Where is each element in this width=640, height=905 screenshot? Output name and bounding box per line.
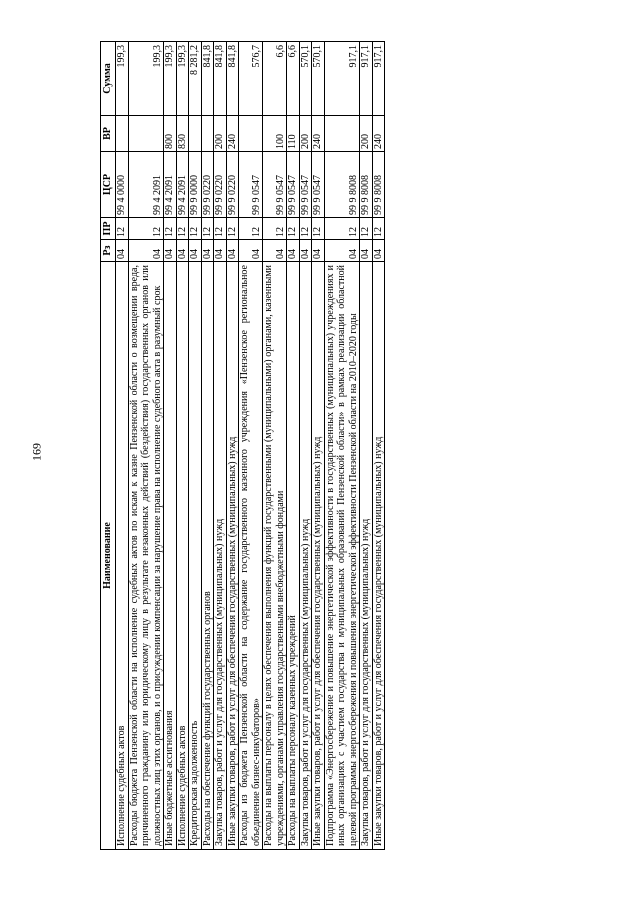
table-row [372,42,385,850]
row-pr-cell: 12 [189,218,202,240]
row-pr-cell: 12 [263,218,287,240]
row-csr-cell: 99 9 0547 [239,152,263,218]
row-csr-cell: 99 9 8008 [360,152,373,218]
row-name-cell: Иные бюджетные ассигнования [164,262,177,850]
row-rz-cell: 04 [201,240,214,262]
row-rz-cell: 04 [324,240,360,262]
row-sum-cell: 841,8 [201,42,214,116]
row-sum-cell: 576,7 [239,42,263,116]
row-csr-cell: 99 9 0000 [189,152,202,218]
row-rz-cell: 04 [239,240,263,262]
table-row [226,42,239,850]
table-row [263,42,287,850]
row-name-cell: Иные закупки товаров, работ и услуг для обеспечения государственных (муниципальных) нужд [372,262,385,850]
row-csr-cell: 99 9 0220 [226,152,239,218]
row-vr-cell: 240 [372,116,385,152]
table-row [128,42,164,850]
row-sum-cell: 199,3 [128,42,164,116]
row-vr-cell: 800 [164,116,177,152]
row-vr-cell: 200 [299,116,312,152]
row-sum-cell: 570,1 [312,42,325,116]
row-name-cell: Иные закупки товаров, работ и услуг для обеспечения государственных (муниципальных) нужд [226,262,239,850]
row-csr-cell: 99 4 0000 [116,152,129,218]
row-vr-cell: 110 [287,116,300,152]
row-rz-cell: 04 [360,240,373,262]
row-pr-cell: 12 [164,218,177,240]
row-vr-cell [201,116,214,152]
row-pr-cell: 12 [299,218,312,240]
table-row [312,42,325,850]
row-vr-cell: 200 [360,116,373,152]
table-body [116,42,385,850]
table-header-row [101,42,116,850]
row-rz-cell: 04 [164,240,177,262]
table-row [116,42,129,850]
row-vr-cell [189,116,202,152]
row-name-cell: Кредиторская задолженность [189,262,202,850]
table-row [299,42,312,850]
row-csr-cell: 99 9 0220 [201,152,214,218]
row-rz-cell: 04 [263,240,287,262]
row-pr-cell: 12 [324,218,360,240]
row-pr-cell: 12 [128,218,164,240]
row-rz-cell: 04 [116,240,129,262]
row-pr-cell: 12 [239,218,263,240]
table-row [164,42,177,850]
row-sum-cell: 6,6 [287,42,300,116]
row-vr-cell [239,116,263,152]
row-name-cell: Исполнение судебных актов [176,262,189,850]
row-rz-cell: 04 [189,240,202,262]
table-row [214,42,227,850]
table-row [189,42,202,850]
header-vr: ВР [101,116,116,152]
row-csr-cell: 99 4 2091 [176,152,189,218]
table-row [239,42,263,850]
row-csr-cell: 99 9 0547 [312,152,325,218]
row-name-cell: Подпрограмма «Энергосбережение и повышение энергетической эффективности в государственных (муниципальных) учреждениях и иных организациях с участием государства и муниципальных образований Пензенской области» в рамках реализации областной целевой программы энергосбережения и повышения энергетической эффективности Пензенской области на 2010–2020 годы [324,262,360,850]
row-name-cell: Расходы из бюджета Пензенской области на содержание государственного казенного учреждения «Пензенское региональное объединение бизнес-инкубаторов» [239,262,263,850]
row-vr-cell [128,116,164,152]
row-csr-cell: 99 9 8008 [372,152,385,218]
row-vr-cell [116,116,129,152]
row-sum-cell: 6,6 [263,42,287,116]
row-sum-cell: 199,3 [164,42,177,116]
row-pr-cell: 12 [176,218,189,240]
row-sum-cell: 841,8 [214,42,227,116]
row-name-cell: Закупка товаров, работ и услуг для государственных (муниципальных) нужд [299,262,312,850]
row-vr-cell: 100 [263,116,287,152]
header-csr: ЦСР [101,152,116,218]
row-csr-cell: 99 9 0547 [287,152,300,218]
row-sum-cell: 8 281,2 [189,42,202,116]
row-rz-cell: 04 [226,240,239,262]
table-row [360,42,373,850]
row-name-cell: Расходы на выплаты персоналу в целях обеспечения выполнения функций государственными (муниципальными) органами, казенными учреждениями, органами управления государственными внебюджетными фондами [263,262,287,850]
row-rz-cell: 04 [128,240,164,262]
row-sum-cell: 841,8 [226,42,239,116]
row-csr-cell: 99 9 8008 [324,152,360,218]
row-pr-cell: 12 [201,218,214,240]
row-csr-cell: 99 4 2091 [164,152,177,218]
row-rz-cell: 04 [312,240,325,262]
row-vr-cell: 240 [226,116,239,152]
row-pr-cell: 12 [214,218,227,240]
row-name-cell: Расходы на выплаты персоналу казенных учреждений [287,262,300,850]
row-name-cell: Иные закупки товаров, работ и услуг для обеспечения государственных (муниципальных) нужд [312,262,325,850]
budget-table-container [100,42,540,850]
row-csr-cell: 99 9 0547 [263,152,287,218]
row-rz-cell: 04 [299,240,312,262]
row-pr-cell: 12 [360,218,373,240]
row-rz-cell: 04 [372,240,385,262]
row-vr-cell: 240 [312,116,325,152]
row-pr-cell: 12 [116,218,129,240]
row-sum-cell: 570,1 [299,42,312,116]
header-rz: Рз [101,240,116,262]
row-pr-cell: 12 [287,218,300,240]
page-number: 169 [29,443,44,461]
table-row [324,42,360,850]
row-name-cell: Закупка товаров, работ и услуг для государственных (муниципальных) нужд [214,262,227,850]
row-pr-cell: 12 [372,218,385,240]
table-row [201,42,214,850]
budget-table [100,41,385,850]
header-pr: ПР [101,218,116,240]
row-rz-cell: 04 [287,240,300,262]
header-sum: Сумма [101,42,116,116]
row-vr-cell [324,116,360,152]
table-row [287,42,300,850]
row-vr-cell: 830 [176,116,189,152]
table-row [176,42,189,850]
row-name-cell: Расходы на обеспечение функций государственных органов [201,262,214,850]
row-name-cell: Закупка товаров, работ и услуг для государственных (муниципальных) нужд [360,262,373,850]
row-csr-cell: 99 9 0220 [214,152,227,218]
row-rz-cell: 04 [214,240,227,262]
row-sum-cell: 917,1 [360,42,373,116]
row-vr-cell: 200 [214,116,227,152]
row-pr-cell: 12 [226,218,239,240]
row-csr-cell: 99 4 2091 [128,152,164,218]
row-sum-cell: 199,3 [176,42,189,116]
row-csr-cell: 99 9 0547 [299,152,312,218]
row-name-cell: Расходы бюджета Пензенской области на исполнение судебных актов по искам к казне Пензенской области о возмещении вреда, причиненного гражданину или юридическому лицу в результате незаконных действий (бездействия) государственных органов или должностных лиц этих органов, и о присуждении компенсации за нарушение права на исполнение судебного акта в разумный срок [128,262,164,850]
row-sum-cell: 917,1 [372,42,385,116]
row-sum-cell: 199,3 [116,42,129,116]
row-pr-cell: 12 [312,218,325,240]
row-name-cell: Исполнение судебных актов [116,262,129,850]
row-rz-cell: 04 [176,240,189,262]
row-sum-cell: 917,1 [324,42,360,116]
header-name: Наименование [101,262,116,850]
